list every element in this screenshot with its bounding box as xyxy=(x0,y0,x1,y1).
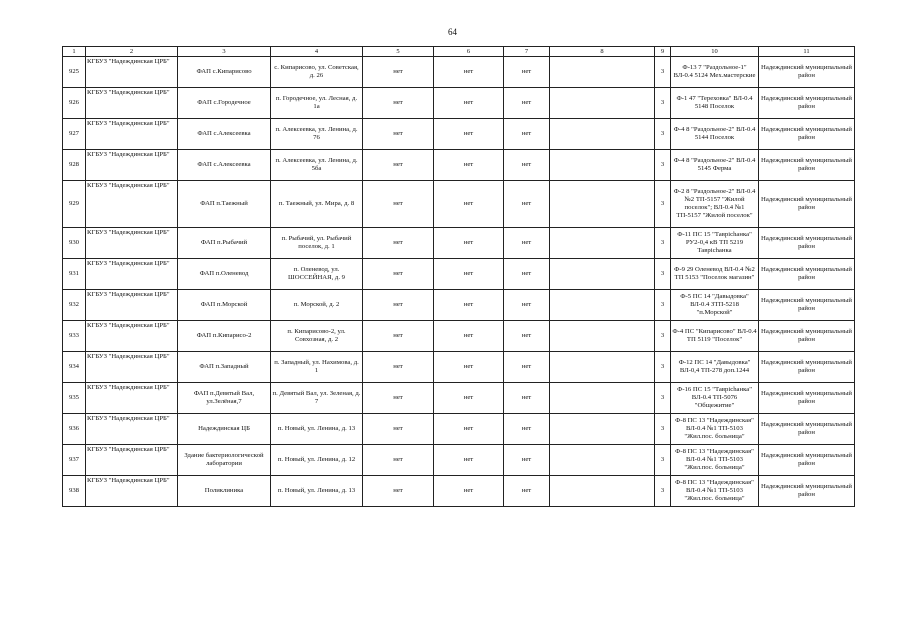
header-cell: 7 xyxy=(504,47,550,57)
column-6-cell: нет xyxy=(434,57,504,88)
district-cell: Надеждинский муниципальный район xyxy=(759,259,855,290)
column-7-cell: нет xyxy=(504,57,550,88)
facility-name-cell: ФАП с.Городечное xyxy=(178,88,271,119)
organization-cell: КГБУЗ "Надеждинская ЦРБ" xyxy=(86,383,178,414)
row-number: 930 xyxy=(63,228,86,259)
row-number: 925 xyxy=(63,57,86,88)
power-feed-cell: Ф-9 29 Оленевод ВЛ-0.4 №2 ТП 5153 "Поселок магазин" xyxy=(671,259,759,290)
column-8-cell xyxy=(550,259,655,290)
category-cell: 3 xyxy=(655,119,671,150)
category-cell: 3 xyxy=(655,476,671,507)
address-cell: п. Морской, д. 2 xyxy=(271,290,363,321)
table-row xyxy=(63,150,855,181)
column-6-cell: нет xyxy=(434,228,504,259)
district-cell: Надеждинский муниципальный район xyxy=(759,88,855,119)
facility-name-cell: ФАП п.Оленевод xyxy=(178,259,271,290)
district-cell: Надеждинский муниципальный район xyxy=(759,352,855,383)
column-7-cell: нет xyxy=(504,445,550,476)
address-cell: п. Таежный, ул. Мира, д. 8 xyxy=(271,181,363,228)
column-5-cell: нет xyxy=(363,181,434,228)
category-cell: 3 xyxy=(655,57,671,88)
district-cell: Надеждинский муниципальный район xyxy=(759,445,855,476)
category-cell: 3 xyxy=(655,290,671,321)
header-cell: 9 xyxy=(655,47,671,57)
column-8-cell xyxy=(550,321,655,352)
header-cell: 5 xyxy=(363,47,434,57)
column-8-cell xyxy=(550,290,655,321)
district-cell: Надеждинский муниципальный район xyxy=(759,119,855,150)
power-feed-cell: Ф-4 8 "Раздольное-2" ВЛ-0.4 5144 Поселок xyxy=(671,119,759,150)
category-cell: 3 xyxy=(655,88,671,119)
facility-name-cell: ФАП п.Кипарисо-2 xyxy=(178,321,271,352)
column-5-cell: нет xyxy=(363,259,434,290)
header-cell: 2 xyxy=(86,47,178,57)
organization-cell: КГБУЗ "Надеждинская ЦРБ" xyxy=(86,290,178,321)
column-6-cell: нет xyxy=(434,445,504,476)
table-row xyxy=(63,476,855,507)
column-5-cell: нет xyxy=(363,119,434,150)
organization-cell: КГБУЗ "Надеждинская ЦРБ" xyxy=(86,88,178,119)
header-row xyxy=(63,47,855,57)
category-cell: 3 xyxy=(655,150,671,181)
category-cell: 3 xyxy=(655,383,671,414)
facility-name-cell: ФАП с.Алексеевка xyxy=(178,119,271,150)
column-6-cell: нет xyxy=(434,181,504,228)
column-6-cell: нет xyxy=(434,476,504,507)
organization-cell: КГБУЗ "Надеждинская ЦРБ" xyxy=(86,476,178,507)
address-cell: п. Новый, ул. Ленина, д. 13 xyxy=(271,414,363,445)
organization-cell: КГБУЗ "Надеждинская ЦРБ" xyxy=(86,119,178,150)
district-cell: Надеждинский муниципальный район xyxy=(759,57,855,88)
organization-cell: КГБУЗ "Надеждинская ЦРБ" xyxy=(86,259,178,290)
facility-name-cell: Здание бактериологической лаборатории xyxy=(178,445,271,476)
column-5-cell: нет xyxy=(363,414,434,445)
page-number: 64 xyxy=(448,27,457,37)
row-number: 926 xyxy=(63,88,86,119)
row-number: 938 xyxy=(63,476,86,507)
column-5-cell: нет xyxy=(363,57,434,88)
column-8-cell xyxy=(550,119,655,150)
power-feed-cell: Ф-4 8 "Раздольное-2" ВЛ-0.4 5145 Ферма xyxy=(671,150,759,181)
address-cell: п. Новый, ул. Ленина, д. 12 xyxy=(271,445,363,476)
column-7-cell: нет xyxy=(504,476,550,507)
address-cell: п. Оленевод, ул. ШОССЕЙНАЯ, д. 9 xyxy=(271,259,363,290)
row-number: 934 xyxy=(63,352,86,383)
power-feed-cell: Ф-1 47 "Тереховка" ВЛ-0.4 5148 Поселок xyxy=(671,88,759,119)
row-number: 937 xyxy=(63,445,86,476)
column-8-cell xyxy=(550,383,655,414)
district-cell: Надеждинский муниципальный район xyxy=(759,150,855,181)
category-cell: 3 xyxy=(655,445,671,476)
district-cell: Надеждинский муниципальный район xyxy=(759,414,855,445)
facility-name-cell: Надеждинская ЦБ xyxy=(178,414,271,445)
power-feed-cell: Ф-11 ПС 15 "Таврichанка" РУ2-0,4 кВ ТП 5219 Таврichанка xyxy=(671,228,759,259)
column-7-cell: нет xyxy=(504,414,550,445)
facility-name-cell: ФАП п.Таежный xyxy=(178,181,271,228)
row-number: 932 xyxy=(63,290,86,321)
table-row xyxy=(63,228,855,259)
facility-name-cell: ФАП с.Алексеевка xyxy=(178,150,271,181)
column-8-cell xyxy=(550,88,655,119)
header-cell: 1 xyxy=(63,47,86,57)
header-cell: 10 xyxy=(671,47,759,57)
table-row xyxy=(63,352,855,383)
organization-cell: КГБУЗ "Надеждинская ЦРБ" xyxy=(86,228,178,259)
column-7-cell: нет xyxy=(504,383,550,414)
column-5-cell: нет xyxy=(363,352,434,383)
column-6-cell: нет xyxy=(434,290,504,321)
category-cell: 3 xyxy=(655,259,671,290)
power-feed-cell: Ф-8 ПС 13 "Надеждинская" ВЛ-0.4 №1 ТП-5103 "Жил.пос. больница" xyxy=(671,414,759,445)
row-number: 931 xyxy=(63,259,86,290)
table-row xyxy=(63,119,855,150)
row-number: 929 xyxy=(63,181,86,228)
district-cell: Надеждинский муниципальный район xyxy=(759,476,855,507)
column-5-cell: нет xyxy=(363,476,434,507)
organization-cell: КГБУЗ "Надеждинская ЦРБ" xyxy=(86,181,178,228)
table-row xyxy=(63,88,855,119)
column-8-cell xyxy=(550,57,655,88)
facility-name-cell: ФАП п.Западный xyxy=(178,352,271,383)
organization-cell: КГБУЗ "Надеждинская ЦРБ" xyxy=(86,150,178,181)
row-number: 933 xyxy=(63,321,86,352)
column-5-cell: нет xyxy=(363,150,434,181)
district-cell: Надеждинский муниципальный район xyxy=(759,228,855,259)
category-cell: 3 xyxy=(655,181,671,228)
row-number: 928 xyxy=(63,150,86,181)
power-feed-cell: Ф-16 ПС 15 "Таврichанка" ВЛ-0.4 ТП-5076 "Общежитие" xyxy=(671,383,759,414)
district-cell: Надеждинский муниципальный район xyxy=(759,290,855,321)
table-row xyxy=(63,259,855,290)
column-7-cell: нет xyxy=(504,150,550,181)
power-feed-cell: Ф-12 ПС 14 "Давыдовка" ВЛ-0,4 ТП-278 доп.1244 xyxy=(671,352,759,383)
column-8-cell xyxy=(550,352,655,383)
address-cell: п. Западный, ул. Нахимова, д. 1 xyxy=(271,352,363,383)
district-cell: Надеждинский муниципальный район xyxy=(759,383,855,414)
column-7-cell: нет xyxy=(504,290,550,321)
header-cell: 8 xyxy=(550,47,655,57)
table-row xyxy=(63,57,855,88)
district-cell: Надеждинский муниципальный район xyxy=(759,181,855,228)
column-6-cell: нет xyxy=(434,321,504,352)
facility-name-cell: ФАП с.Кипарисово xyxy=(178,57,271,88)
facility-name-cell: ФАП п.Девятый Вал, ул.Зелёная,7 xyxy=(178,383,271,414)
district-cell: Надеждинский муниципальный район xyxy=(759,321,855,352)
category-cell: 3 xyxy=(655,352,671,383)
column-8-cell xyxy=(550,414,655,445)
column-6-cell: нет xyxy=(434,259,504,290)
table-body xyxy=(63,57,855,507)
column-8-cell xyxy=(550,228,655,259)
column-5-cell: нет xyxy=(363,321,434,352)
category-cell: 3 xyxy=(655,414,671,445)
column-5-cell: нет xyxy=(363,290,434,321)
facility-name-cell: ФАП п.Морской xyxy=(178,290,271,321)
column-6-cell: нет xyxy=(434,414,504,445)
column-5-cell: нет xyxy=(363,383,434,414)
organization-cell: КГБУЗ "Надеждинская ЦРБ" xyxy=(86,57,178,88)
table-row xyxy=(63,290,855,321)
column-6-cell: нет xyxy=(434,383,504,414)
power-feed-cell: Ф-8 ПС 13 "Надеждинская" ВЛ-0.4 №1 ТП-5103 "Жил.пос. больница" xyxy=(671,476,759,507)
table-row xyxy=(63,414,855,445)
column-7-cell: нет xyxy=(504,88,550,119)
organization-cell: КГБУЗ "Надеждинская ЦРБ" xyxy=(86,414,178,445)
table-row xyxy=(63,181,855,228)
column-7-cell: нет xyxy=(504,259,550,290)
power-feed-cell: Ф-4 ПС "Кипарисово" ВЛ-0.4 ТП 5119 "Поселок" xyxy=(671,321,759,352)
column-5-cell: нет xyxy=(363,228,434,259)
column-7-cell: нет xyxy=(504,352,550,383)
power-feed-cell: Ф-13 7 "Раздольное-1" ВЛ-0.4 5124 Мех.мастерские xyxy=(671,57,759,88)
power-feed-cell: Ф-2 8 "Раздольное-2" ВЛ-0.4 №2 ТП-5157 "Жилой поселок"; ВЛ-0.4 №1 ТП-5157 "Жилой поселок" xyxy=(671,181,759,228)
header-cell: 6 xyxy=(434,47,504,57)
row-number: 936 xyxy=(63,414,86,445)
address-cell: с. Кипарисово, ул. Советская, д. 26 xyxy=(271,57,363,88)
organization-cell: КГБУЗ "Надеждинская ЦРБ" xyxy=(86,352,178,383)
table-row xyxy=(63,321,855,352)
address-cell: п. Рыбачий, ул. Рыбачий поселок, д. 1 xyxy=(271,228,363,259)
column-7-cell: нет xyxy=(504,119,550,150)
facility-name-cell: ФАП п.Рыбачий xyxy=(178,228,271,259)
header-cell: 3 xyxy=(178,47,271,57)
header-cell: 11 xyxy=(759,47,855,57)
table-row xyxy=(63,383,855,414)
category-cell: 3 xyxy=(655,321,671,352)
address-cell: п. Новый, ул. Ленина, д. 13 xyxy=(271,476,363,507)
row-number: 927 xyxy=(63,119,86,150)
column-8-cell xyxy=(550,476,655,507)
address-cell: п. Алексеевка, ул. Ленина, д. 76 xyxy=(271,119,363,150)
column-6-cell: нет xyxy=(434,150,504,181)
header-cell: 4 xyxy=(271,47,363,57)
power-feed-cell: Ф-5 ПС 14 "Давыдовка" ВЛ-0.4 ЗТП-5218 "п.Морской" xyxy=(671,290,759,321)
column-6-cell: нет xyxy=(434,352,504,383)
column-8-cell xyxy=(550,181,655,228)
facilities-table xyxy=(62,46,855,507)
column-7-cell: нет xyxy=(504,228,550,259)
category-cell: 3 xyxy=(655,228,671,259)
column-6-cell: нет xyxy=(434,119,504,150)
organization-cell: КГБУЗ "Надеждинская ЦРБ" xyxy=(86,445,178,476)
table-row xyxy=(63,445,855,476)
power-feed-cell: Ф-8 ПС 13 "Надеждинская" ВЛ-0.4 №1 ТП-5103 "Жил.пос. больница" xyxy=(671,445,759,476)
address-cell: п. Кипарисово-2, ул. Совхозная, д. 2 xyxy=(271,321,363,352)
column-5-cell: нет xyxy=(363,445,434,476)
address-cell: п. Девятый Вал, ул. Зеленая, д. 7 xyxy=(271,383,363,414)
facility-name-cell: Поликлиника xyxy=(178,476,271,507)
column-6-cell: нет xyxy=(434,88,504,119)
row-number: 935 xyxy=(63,383,86,414)
organization-cell: КГБУЗ "Надеждинская ЦРБ" xyxy=(86,321,178,352)
column-8-cell xyxy=(550,445,655,476)
column-8-cell xyxy=(550,150,655,181)
address-cell: п. Городечное, ул. Лесная, д. 1а xyxy=(271,88,363,119)
column-7-cell: нет xyxy=(504,321,550,352)
column-5-cell: нет xyxy=(363,88,434,119)
column-7-cell: нет xyxy=(504,181,550,228)
address-cell: п. Алексеевка, ул. Ленина, д. 5ба xyxy=(271,150,363,181)
